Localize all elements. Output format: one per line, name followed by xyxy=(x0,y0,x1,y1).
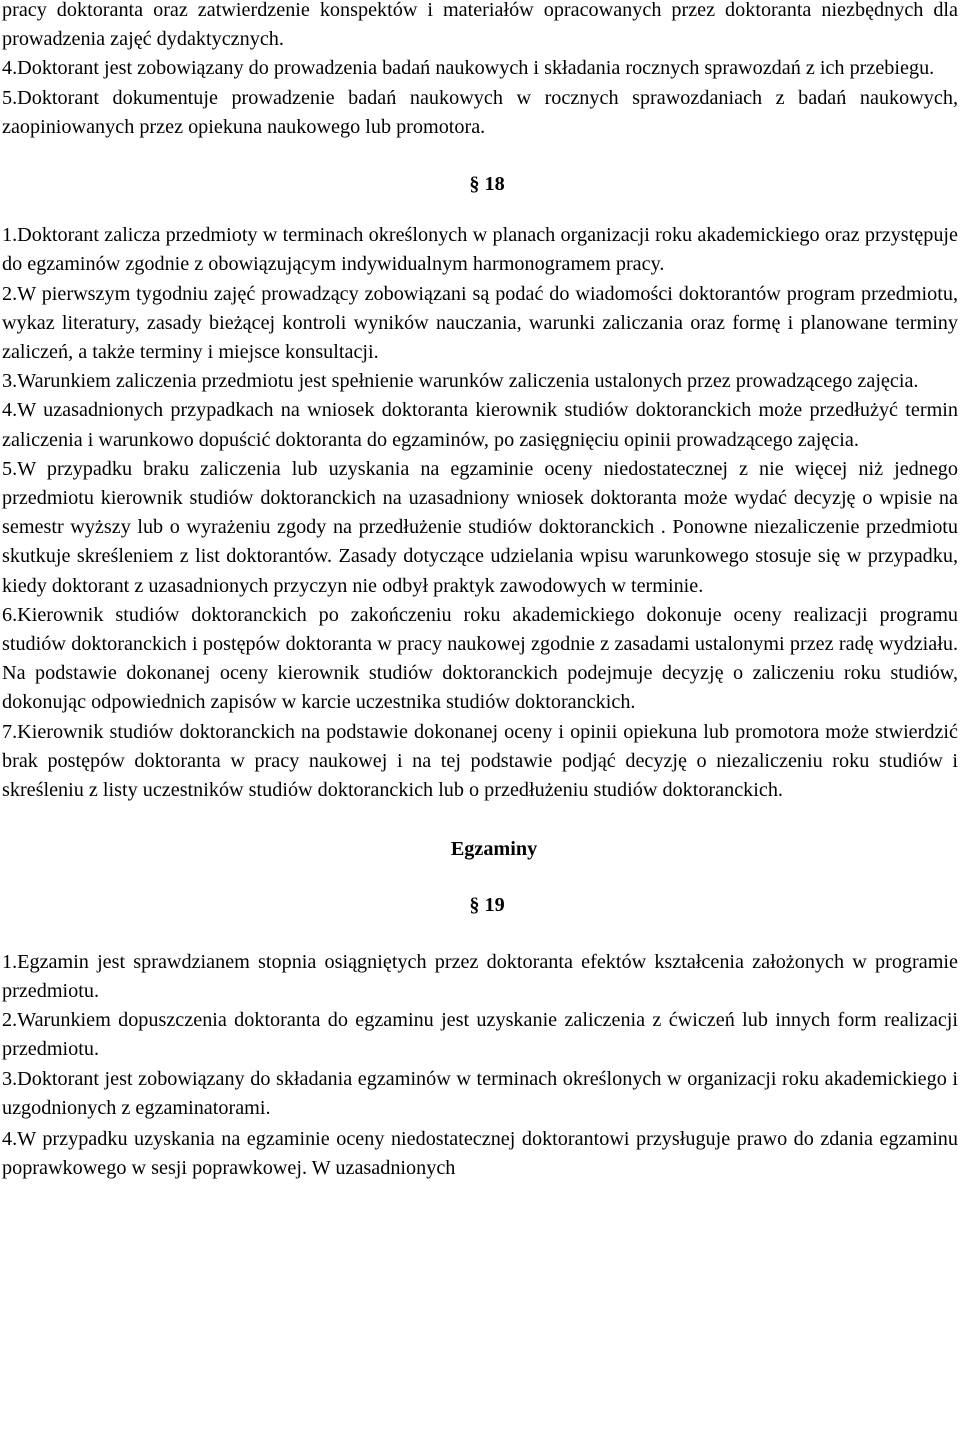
section-18-paragraph-1: 1.Doktorant zalicza przedmioty w terminach określonych w planach organizacji roku akademickiego oraz przystępuje do egzaminów zgodnie z obowiązującym indywidualnym harmonogramem pracy. xyxy=(2,224,958,276)
section-18-paragraph-4: 4.W uzasadnionych przypadkach na wniosek doktoranta kierownik studiów doktoranckich może przedłużyć termin zaliczenia i warunkowo dopuścić doktoranta do egzaminów, po zasięgnięciu opinii prowadzącego zajęcia. xyxy=(2,399,958,451)
egzaminy-heading: Egzaminy xyxy=(450,838,538,861)
section-19-paragraph-4: 4.W przypadku uzyskania na egzaminie oceny niedostatecznej doktorantowi przysługuje prawo do zdania egzaminu poprawkowego w sesji poprawkowej. W uzasadnionych xyxy=(2,1127,958,1180)
section-19-paragraph-3: 3.Doktorant jest zobowiązany do składania egzaminów w terminach określonych w organizacji roku akademickiego i uzgodnionych z egzaminatorami. xyxy=(2,1067,958,1119)
section-18-paragraph-5: 5.W przypadku braku zaliczenia lub uzyskania na egzaminie oceny niedostatecznej z nie więcej niż jednego przedmiotu kierownik studiów doktoranckich na uzasadniony wniosek doktoranta może wydać decyzję o wpisie na semestr wyższy lub o wyrażeniu zgody na przedłużenie studiów doktoranckich . Ponowne niezaliczenie przedmiotu skutkuje skreśleniem z list doktorantów. Zasady dotyczące udzielania wpisu warunkowego stosuje się w przypadku, kiedy doktorant z uzasadnionych przyczyn nie odbył praktyk zawodowych w terminie. xyxy=(2,457,958,597)
section-19-heading: § 19 xyxy=(469,894,505,917)
section-18-paragraph-6: 6.Kierownik studiów doktoranckich po zakończeniu roku akademickiego dokonuje oceny realizacji programu studiów doktoranckich i postępów doktoranta w pracy naukowej zgodnie z zasadami ustalonymi przez radę wydziału. Na podstawie dokonanej oceny kierownik studiów doktoranckich podejmuje decyzję o zaliczeniu roku studiów, dokonując odpowiednich zapisów w karcie uczestnika studiów doktoranckich. xyxy=(2,603,958,714)
paragraph-top-4: 4.Doktorant jest zobowiązany do prowadzenia badań naukowych i składania rocznych sprawozdań z ich przebiegu. xyxy=(2,57,935,80)
section-18-paragraph-2: 2.W pierwszym tygodniu zajęć prowadzący zobowiązani są podać do wiadomości doktorantów program przedmiotu, wykaz literatury, zasady bieżącej kontroli wyników nauczania, warunki zaliczania oraz formę i planowane terminy zaliczeń, a także terminy i miejsce konsultacji. xyxy=(2,282,958,364)
section-18-paragraph-7: 7.Kierownik studiów doktoranckich na podstawie dokonanej oceny i opinii opiekuna lub promotora może stwierdzić brak postępów doktoranta w pracy naukowej i na tej podstawie podjąć decyzję o niezaliczeniu roku studiów i skreśleniu z listy uczestników studiów doktoranckich lub o przedłużeniu studiów doktoranckich. xyxy=(2,720,958,802)
section-18-heading: § 18 xyxy=(469,173,505,196)
section-19-paragraph-2: 2.Warunkiem dopuszczenia doktoranta do egzaminu jest uzyskanie zaliczenia z ćwiczeń lub innych form realizacji przedmiotu. xyxy=(2,1009,958,1061)
paragraph-top-1: pracy doktoranta oraz zatwierdzenie konspektów i materiałów opracowanych przez doktoranta niezbędnych dla prowadzenia zajęć dydaktycznych. xyxy=(2,0,958,51)
section-19-paragraph-1: 1.Egzamin jest sprawdzianem stopnia osiągniętych przez doktoranta efektów kształcenia założonych w programie przedmiotu. xyxy=(2,950,958,1002)
paragraph-top-5: 5.Doktorant dokumentuje prowadzenie badań naukowych w rocznych sprawozdaniach z badań naukowych, zaopiniowanych przez opiekuna naukowego lub promotora. xyxy=(2,86,958,138)
section-18-paragraph-3: 3.Warunkiem zaliczenia przedmiotu jest spełnienie warunków zaliczenia ustalonych przez prowadzącego zajęcia. xyxy=(2,370,919,393)
